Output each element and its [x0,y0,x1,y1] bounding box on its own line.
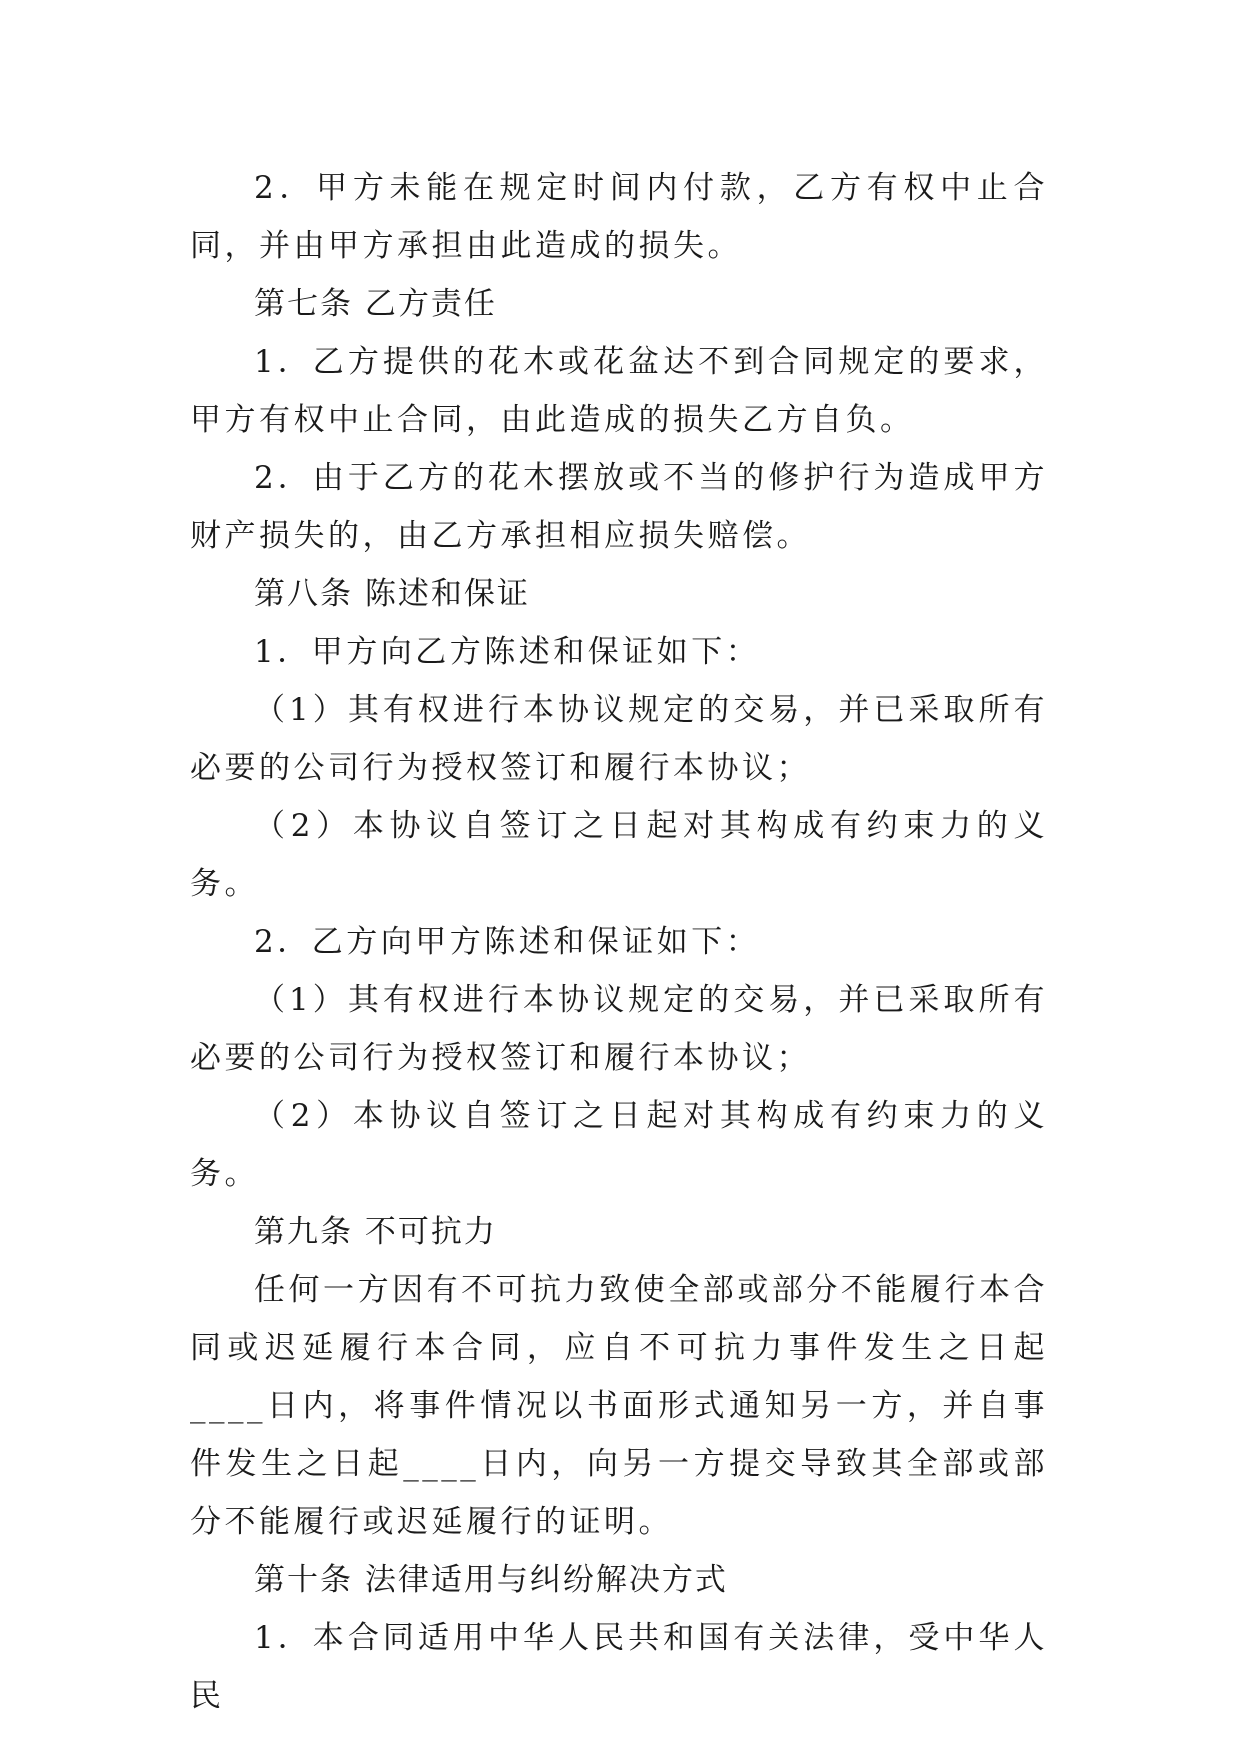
paragraph-art10-item1: 1．本合同适用中华人民共和国有关法律，受中华人民 [190,1620,1048,1714]
paragraph-art8-party-a: 1．甲方向乙方陈述和保证如下： [254,634,761,670]
paragraph-art8-party-b: 2．乙方向甲方陈述和保证如下： [254,924,761,960]
paragraph-art8-b-sub1: （1）其有权进行本协议规定的交易，并已采取所有必要的公司行为授权签订和履行本协议； [190,982,1048,1076]
paragraph-force-majeure: 任何一方因有不可抗力致使全部或部分不能履行本合同或迟延履行本合同，应自不可抗力事件发生之日起____日内，将事件情况以书面形式通知另一方，并自事件发生之日起____日内，向另一方提交导致其全部或部分不能履行或迟延履行的证明。 [190,1272,1048,1540]
article-9-heading: 第九条 不可抗力 [254,1214,497,1250]
paragraph-art8-a-sub1: （1）其有权进行本协议规定的交易，并已采取所有必要的公司行为授权签订和履行本协议； [190,692,1048,786]
paragraph-art7-item1: 1．乙方提供的花木或花盆达不到合同规定的要求，甲方有权中止合同，由此造成的损失乙方自负。 [190,344,1048,438]
paragraph-payment-default: 2．甲方未能在规定时间内付款，乙方有权中止合同，并由甲方承担由此造成的损失。 [190,170,1048,264]
paragraph-art8-a-sub2: （2）本协议自签订之日起对其构成有约束力的义务。 [190,808,1048,902]
document-body [190,159,1048,1725]
paragraph-art8-b-sub2: （2）本协议自签订之日起对其构成有约束力的义务。 [190,1098,1048,1192]
article-7-heading: 第七条 乙方责任 [254,286,497,322]
article-10-heading: 第十条 法律适用与纠纷解决方式 [254,1562,728,1598]
article-8-heading: 第八条 陈述和保证 [254,576,530,612]
paragraph-art7-item2: 2．由于乙方的花木摆放或不当的修护行为造成甲方财产损失的，由乙方承担相应损失赔偿。 [190,460,1048,554]
